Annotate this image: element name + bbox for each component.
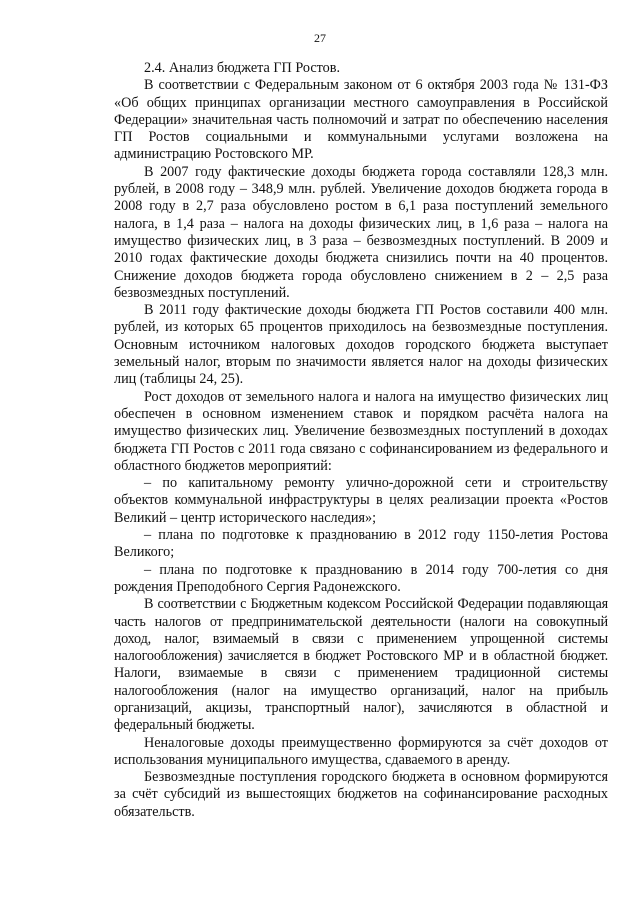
paragraph-grants: Безвозмездные поступления городского бюджета в основном формируются за счёт субсидий из вышестоящих бюджетов на софинансирование расходных обязательств. [114, 769, 608, 820]
paragraph-revenue-growth: Рост доходов от земельного налога и налога на имущество физических лиц обеспечен в основном изменением ставок и порядком расчёта налога на имущество физических лиц. Увеличение безвозмездных поступлений в доходах бюджета ГП Ростов с 2011 года связано с софинансированием из федерального и областного бюджетов мероприятий: [114, 388, 608, 474]
list-item-sergius-anniversary: – плана по подготовке к празднованию в 2014 году 700-летия со дня рождения Преподобного Сергия Радонежского. [114, 561, 608, 595]
page-body [114, 60, 608, 821]
paragraph-revenue-2007-2010: В 2007 году фактические доходы бюджета города составляли 128,3 млн. рублей, в 2008 году – 348,9 млн. рублей. Увеличение доходов бюджета города в 2008 году в 2,7 раза обусловлено ростом в 6,1 раза поступлений земельного налога, в 1,4 раза – налога на доходы физических лиц, в 1,6 раза – налога на имущество физических лиц, в 3 раза – безвозмездных поступлений. В 2009 и 2010 годах фактические доходы бюджета снизились почти на 40 процентов. Снижение доходов бюджета города обусловлено снижением в 2 – 2,5 раза безвозмездных поступлений. [114, 163, 608, 301]
paragraph-federal-law: В соответствии с Федеральным законом от 6 октября 2003 года № 131-ФЗ «Об общих принципах организации местного самоуправления в Российской Федерации» значительная часть полномочий и затрат по обеспечению населения ГП Ростов социальными и коммунальными услугами возложена на администрацию Ростовского МР. [114, 77, 608, 163]
list-item-rostov-anniversary: – плана по подготовке к празднованию в 2012 году 1150-летия Ростова Великого; [114, 527, 608, 561]
list-item-road-repair: – по капитальному ремонту улично-дорожной сети и строительству объектов коммунальной инфраструктуры в целях реализации проекта «Ростов Великий – центр исторического наследия»; [114, 475, 608, 526]
section-heading: 2.4. Анализ бюджета ГП Ростов. [144, 60, 340, 76]
paragraph-non-tax-revenue: Неналоговые доходы преимущественно формируются за счёт доходов от использования муниципального имущества, сдаваемого в аренду. [114, 734, 608, 768]
paragraph-revenue-2011: В 2011 году фактические доходы бюджета ГП Ростов составили 400 млн. рублей, из которых 65 процентов приходилось на безвозмездные поступления. Основным источником налоговых доходов городского бюджета выступает земельный налог, вторым по значимости является налог на доходы физических лиц (таблицы 24, 25). [114, 302, 608, 388]
page-number: 27 [314, 31, 326, 45]
paragraph-budget-code: В соответствии с Бюджетным кодексом Российской Федерации подавляющая часть налогов от предпринимательской деятельности (налоги на совокупный доход, налог, взимаемый в связи с применением упрощенной системы налогообложения) зачисляется в бюджет Ростовского МР и в областной бюджет. Налоги, взимаемые в связи с применением традиционной системы налогообложения (налог на имущество организаций, налог на прибыль организаций, акцизы, транспортный налог), зачисляются в областной и федеральный бюджеты. [114, 596, 608, 734]
